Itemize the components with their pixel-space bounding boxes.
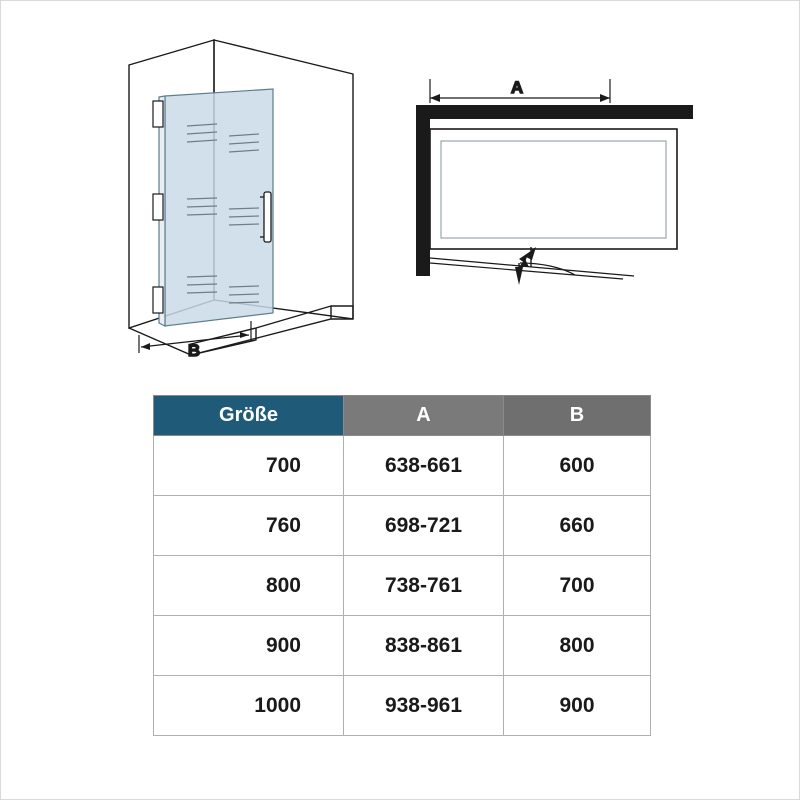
- column-header-b: B: [504, 396, 651, 436]
- dimension-label-b: B: [187, 341, 201, 360]
- wall-solid: [416, 105, 693, 276]
- table-header: [154, 396, 651, 436]
- table-row: [154, 436, 651, 496]
- cell-size: 1000: [154, 676, 344, 736]
- cell-a: 698-721: [344, 496, 504, 556]
- table-row: [154, 556, 651, 616]
- diagram-svg: [1, 1, 800, 381]
- cell-b: 600: [504, 436, 651, 496]
- panel-inner: [441, 141, 666, 238]
- hinge-top: [153, 101, 163, 127]
- table-body: [154, 436, 651, 736]
- cell-size: 700: [154, 436, 344, 496]
- table-row: [154, 676, 651, 736]
- cell-a: 938-961: [344, 676, 504, 736]
- top-view-group: [416, 78, 693, 285]
- cell-a: 738-761: [344, 556, 504, 616]
- panel-outer: [430, 129, 677, 249]
- cell-b: 660: [504, 496, 651, 556]
- cell-a: 638-661: [344, 436, 504, 496]
- hinge-middle: [153, 194, 163, 220]
- column-header-a: A: [344, 396, 504, 436]
- hinge-bottom: [153, 287, 163, 313]
- door-swing-indicator: [430, 258, 634, 279]
- cell-b: 900: [504, 676, 651, 736]
- cell-size: 760: [154, 496, 344, 556]
- column-header-size: Größe: [154, 396, 344, 436]
- cell-b: 800: [504, 616, 651, 676]
- table-row: [154, 496, 651, 556]
- table-header-row: [154, 396, 651, 436]
- perspective-view-group: [129, 40, 353, 360]
- dimension-label-a: A: [510, 78, 524, 97]
- cell-a: 838-861: [344, 616, 504, 676]
- cell-size: 900: [154, 616, 344, 676]
- cell-size: 800: [154, 556, 344, 616]
- size-table: [153, 395, 651, 736]
- illustration-area: [1, 1, 800, 381]
- table-row: [154, 616, 651, 676]
- cell-b: 700: [504, 556, 651, 616]
